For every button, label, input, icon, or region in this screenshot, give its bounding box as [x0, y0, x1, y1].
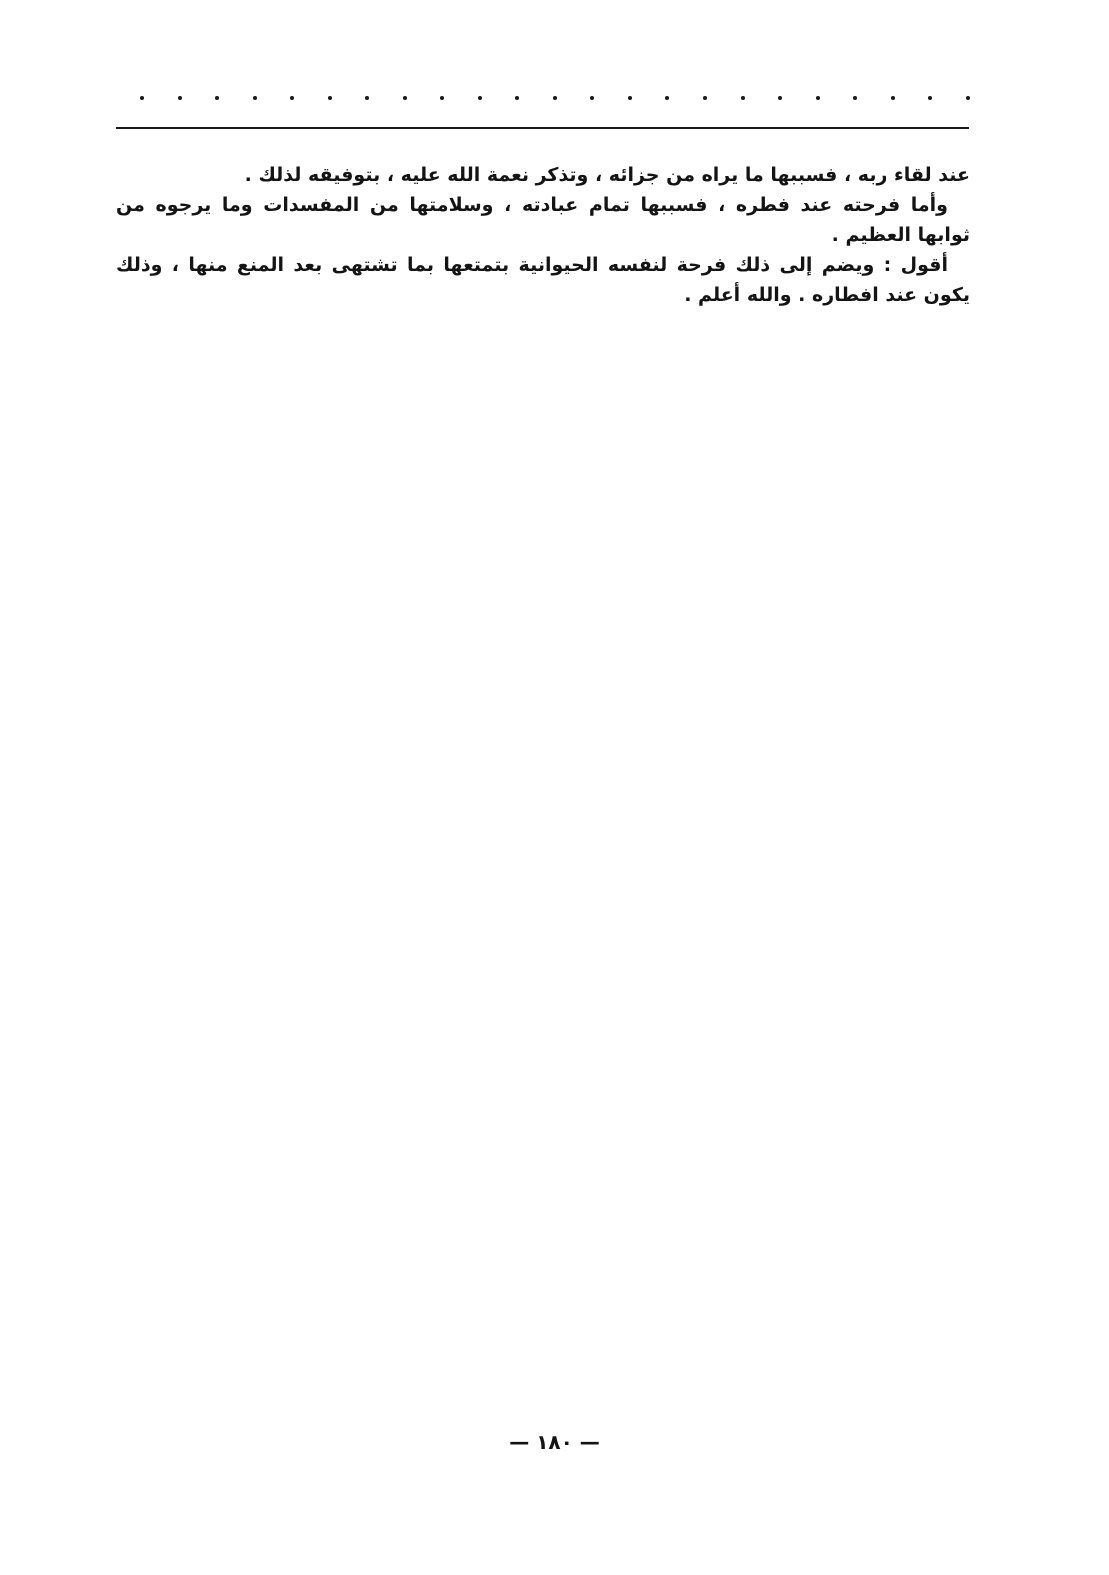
- header-dot: [290, 96, 294, 100]
- header-dot: [928, 96, 932, 100]
- header-dot: [215, 96, 219, 100]
- header-dot: [403, 96, 407, 100]
- header-dot: [628, 96, 632, 100]
- header-dot-leader: [140, 96, 970, 100]
- header-dot: [853, 96, 857, 100]
- body-text: [116, 160, 970, 310]
- header-dot: [478, 96, 482, 100]
- header-dot: [553, 96, 557, 100]
- header-dot: [966, 96, 970, 100]
- header-dot: [178, 96, 182, 100]
- header-dot: [741, 96, 745, 100]
- paragraph-breaking-fast: وأما فرحته عند فطره ، فسببها تمام عبادته ، وسلامتها من المفسدات وما يرجوه من ثوابها العظيم .: [116, 194, 970, 246]
- header-dot: [440, 96, 444, 100]
- header-dot: [253, 96, 257, 100]
- header-dot: [590, 96, 594, 100]
- header-dot: [365, 96, 369, 100]
- page-number: — ١٨٠ —: [509, 1430, 600, 1454]
- paragraph-continuation: عند لقاء ربه ، فسببها ما يراه من جزائه ، وتذكر نعمة الله عليه ، بتوفيقه لذلك .: [244, 164, 970, 186]
- header-dot: [816, 96, 820, 100]
- header-dot: [328, 96, 332, 100]
- header-rule: [116, 127, 969, 129]
- header-dot: [703, 96, 707, 100]
- header-dot: [140, 96, 144, 100]
- paragraph-author-comment: أقول : ويضم إلى ذلك فرحة لنفسه الحيوانية بتمتعها بما تشتهى بعد المنع منها ، وذلك يكون عند افطاره . والله أعلم .: [116, 254, 970, 306]
- header-dot: [515, 96, 519, 100]
- header-dot: [665, 96, 669, 100]
- header-dot: [778, 96, 782, 100]
- header-dot: [891, 96, 895, 100]
